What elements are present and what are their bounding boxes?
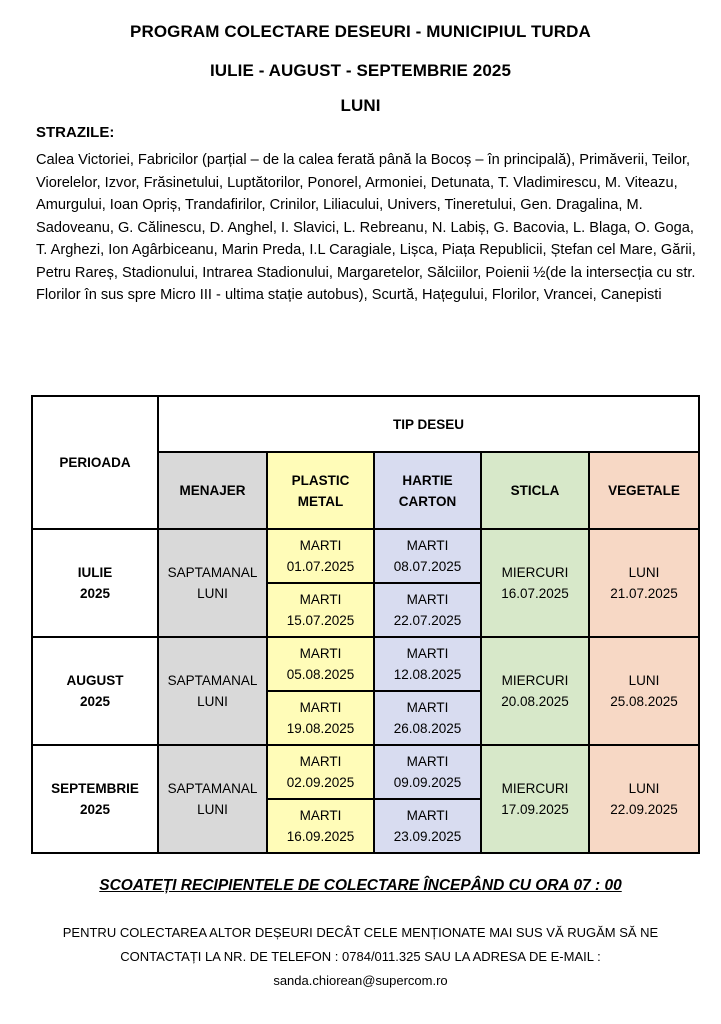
hartie-day: MARTI (406, 592, 449, 607)
hartie-cell (374, 799, 481, 853)
menajer-day: LUNI (197, 586, 228, 601)
hartie-date: 12.08.2025 (393, 667, 462, 682)
vegetale-day: LUNI (628, 781, 660, 796)
footer-line-2: CONTACTAȚI LA NR. DE TELEFON : 0784/011.325 SAU LA ADRESA DE E-MAIL : (120, 949, 601, 964)
plastic-cell (267, 691, 374, 745)
plastic-cell (267, 799, 374, 853)
hartie-cell (374, 583, 481, 637)
column-hartie-label: HARTIE (402, 472, 453, 488)
plastic-date: 19.08.2025 (286, 721, 355, 736)
menajer-frequency: SAPTAMANAL (167, 673, 258, 688)
plastic-day: MARTI (299, 538, 342, 553)
plastic-date: 15.07.2025 (286, 613, 355, 628)
table-row (32, 745, 699, 799)
hartie-cell (374, 529, 481, 583)
menajer-cell (158, 745, 267, 853)
contact-email: sanda.chiorean@supercom.ro (273, 973, 448, 988)
waste-type-header: TIP DESEU (158, 396, 699, 452)
collection-time-notice: SCOATEȚI RECIPIENTELE DE COLECTARE ÎNCEPÂND CU ORA 07 : 00 (99, 877, 622, 894)
plastic-cell (267, 583, 374, 637)
plastic-day: MARTI (299, 592, 342, 607)
plastic-cell (267, 637, 374, 691)
hartie-cell (374, 745, 481, 799)
menajer-cell (158, 529, 267, 637)
column-carton-label: CARTON (398, 493, 457, 509)
collection-schedule-table (31, 395, 700, 854)
hartie-cell (374, 637, 481, 691)
column-plastic-metal (267, 452, 374, 529)
column-vegetale: VEGETALE (589, 452, 699, 529)
vegetale-date: 22.09.2025 (610, 802, 678, 817)
vegetale-cell (589, 637, 699, 745)
hartie-day: MARTI (406, 808, 449, 823)
period-header: PERIOADA (32, 396, 158, 529)
menajer-frequency: SAPTAMANAL (167, 565, 258, 580)
hartie-day: MARTI (406, 754, 449, 769)
column-menajer: MENAJER (158, 452, 267, 529)
vegetale-day: LUNI (628, 565, 660, 580)
table-row (32, 637, 699, 691)
hartie-date: 08.07.2025 (393, 559, 462, 574)
column-metal-label: METAL (297, 493, 344, 509)
period-year: 2025 (79, 586, 111, 601)
menajer-cell (158, 637, 267, 745)
column-sticla: STICLA (481, 452, 589, 529)
vegetale-date: 25.08.2025 (610, 694, 678, 709)
sticla-date: 17.09.2025 (501, 802, 569, 817)
plastic-cell (267, 745, 374, 799)
period-year: 2025 (79, 694, 111, 709)
collection-day: LUNI (340, 96, 381, 115)
plastic-date: 16.09.2025 (286, 829, 355, 844)
hartie-day: MARTI (406, 538, 449, 553)
sticla-day: MIERCURI (501, 673, 569, 688)
period-cell (32, 745, 158, 853)
document-title: PROGRAM COLECTARE DESEURI - MUNICIPIUL TURDA (130, 22, 591, 41)
vegetale-day: LUNI (628, 673, 660, 688)
hartie-day: MARTI (406, 700, 449, 715)
plastic-day: MARTI (299, 808, 342, 823)
sticla-day: MIERCURI (501, 781, 569, 796)
menajer-frequency: SAPTAMANAL (167, 781, 258, 796)
column-hartie-carton (374, 452, 481, 529)
plastic-day: MARTI (299, 646, 342, 661)
period-month: IULIE (77, 565, 113, 580)
table-row (32, 529, 699, 583)
sticla-date: 16.07.2025 (501, 586, 569, 601)
hartie-date: 09.09.2025 (393, 775, 462, 790)
hartie-date: 26.08.2025 (393, 721, 462, 736)
sticla-cell (481, 637, 589, 745)
period-cell (32, 637, 158, 745)
sticla-day: MIERCURI (501, 565, 569, 580)
plastic-date: 02.09.2025 (286, 775, 355, 790)
document-period: IULIE - AUGUST - SEPTEMBRIE 2025 (209, 61, 512, 80)
vegetale-cell (589, 529, 699, 637)
period-year: 2025 (79, 802, 111, 817)
footer-line-1: PENTRU COLECTAREA ALTOR DEȘEURI DECÂT CELE MENȚIONATE MAI SUS VĂ RUGĂM SĂ NE (62, 925, 659, 940)
vegetale-cell (589, 745, 699, 853)
plastic-day: MARTI (299, 700, 342, 715)
contact-footer (30, 921, 691, 993)
hartie-day: MARTI (406, 646, 449, 661)
vegetale-date: 21.07.2025 (610, 586, 678, 601)
plastic-cell (267, 529, 374, 583)
streets-label: STRAZILE: (36, 124, 115, 141)
plastic-date: 01.07.2025 (286, 559, 355, 574)
sticla-date: 20.08.2025 (501, 694, 569, 709)
hartie-cell (374, 691, 481, 745)
menajer-day: LUNI (197, 802, 228, 817)
menajer-day: LUNI (197, 694, 228, 709)
plastic-date: 05.08.2025 (286, 667, 355, 682)
sticla-cell (481, 529, 589, 637)
hartie-date: 23.09.2025 (393, 829, 462, 844)
plastic-day: MARTI (299, 754, 342, 769)
sticla-cell (481, 745, 589, 853)
hartie-date: 22.07.2025 (393, 613, 462, 628)
period-month: AUGUST (66, 673, 124, 688)
streets-list: Calea Victoriei, Fabricilor (parțial – de la calea ferată până la Bocoș – în principală), Primăverii, Teilor, Viorelelor, Izvor, Frăsinetului, Luptătorilor, Ponorel, Armoniei, Detunata, T. Vladimirescu, M. Viteazu, Amurgului, Ioan Opriș, Trandafirilor, Crinilor, Liliacului, Univers, Tineretului, Gen. Dragalina, M. Sadoveanu, G. Călinescu, D. Anghel, I. Slavici, L. Rebreanu, N. Labiș, G. Bacovia, L. Blaga, O. Goga, T. Arghezi, Ion Agârbiceanu, Marin Preda, I.L Caragiale, Lișca, Piața Republicii, Ștefan cel Mare, Gării, Petru Rareș, Stadionului, Intrarea Stadionului, Margaretelor, Sălciilor, Poienii ½(de la intersecția cu str. Florilor în sus spre Micro III - ultima stație autobus), Scurtă, Hațegului, Florilor, Vrancei, Canepisti (36, 152, 696, 303)
column-plastic-label: PLASTIC (291, 472, 350, 488)
period-month: SEPTEMBRIE (51, 781, 139, 796)
period-cell (32, 529, 158, 637)
